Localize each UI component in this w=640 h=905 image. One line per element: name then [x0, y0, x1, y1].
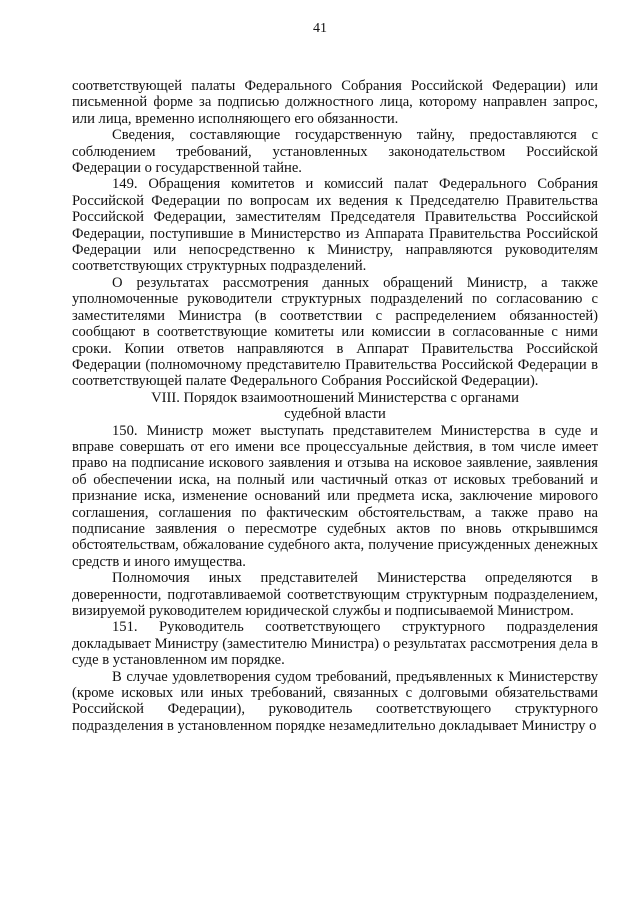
paragraph: Полномочия иных представителей Министерства определяются в доверенности, подготавливаемой соответствующим структурным подразделением, визируемой руководителем юридической службы и подписываемой Министром.	[72, 570, 598, 619]
paragraph: 151. Руководитель соответствующего структурного подразделения докладывает Министру (заместителю Министра) о результатах рассмотрения дела в суде в установленном им порядке.	[72, 619, 598, 669]
paragraph: Сведения, составляющие государственную тайну, предоставляются с соблюдением требований, установленных законодательством Российской Федерации о государственной тайне.	[72, 127, 598, 177]
paragraph: 150. Министр может выступать представителем Министерства в суде и вправе совершать от его имени все процессуальные действия, в том числе имеет право на подписание искового заявления и отзыва на исковое заявление, заявления об обеспечении иска, на полный или частичный отказ от исковых требований и признание иска, изменение оснований или предмета иска, заключение мирового соглашения, соглашения по фактическим обстоятельствам, а также право на подписание заявления о пересмотре судебных актов по вновь открывшимся обстоятельствам, обжалование судебного акта, получение присужденных денежных средств и иного имущества.	[72, 422, 598, 570]
paragraph: О результатах рассмотрения данных обращений Министр, а также уполномоченные руководители структурных подразделений по согласованию с заместителями Министра (в соответствии с распределением обязанностей) сообщают в соответствующие комитеты или комиссии в согласованные с ними сроки. Копии ответов направляются в Аппарат Правительства Российской Федерации (полномочному представителю Правительства Российской Федерации в соответствующей палате Федерального Собрания Российской Федерации).	[72, 274, 598, 390]
paragraph: 149. Обращения комитетов и комиссий палат Федерального Собрания Российской Федерации по вопросам их ведения к Председателю Правительства Российской Федерации, заместителям Председателя Правительства Российской Федерации, поступившие в Министерство из Аппарата Правительства Российской Федерации или непосредственно к Министру, направляются руководителям соответствующих структурных подразделений.	[72, 176, 598, 275]
paragraph: В случае удовлетворения судом требований, предъявленных к Министерству (кроме исковых или иных требований, связанных с долговыми обязательствами Российской Федерации), руководитель соответствующего структурного подразделения в установленном порядке незамедлительно докладывает Министру о	[72, 668, 598, 734]
section-heading-line: VIII. Порядок взаимоотношений Министерства с органами	[151, 389, 519, 406]
section-heading-line: судебной власти	[284, 406, 386, 423]
document-body	[72, 78, 598, 734]
page-number: 41	[313, 21, 327, 36]
section-heading	[72, 390, 598, 423]
paragraph: соответствующей палаты Федерального Собрания Российской Федерации) или письменной форме за подписью должностного лица, которому направлен запрос, или лица, временно исполняющего его обязанности.	[72, 78, 598, 127]
